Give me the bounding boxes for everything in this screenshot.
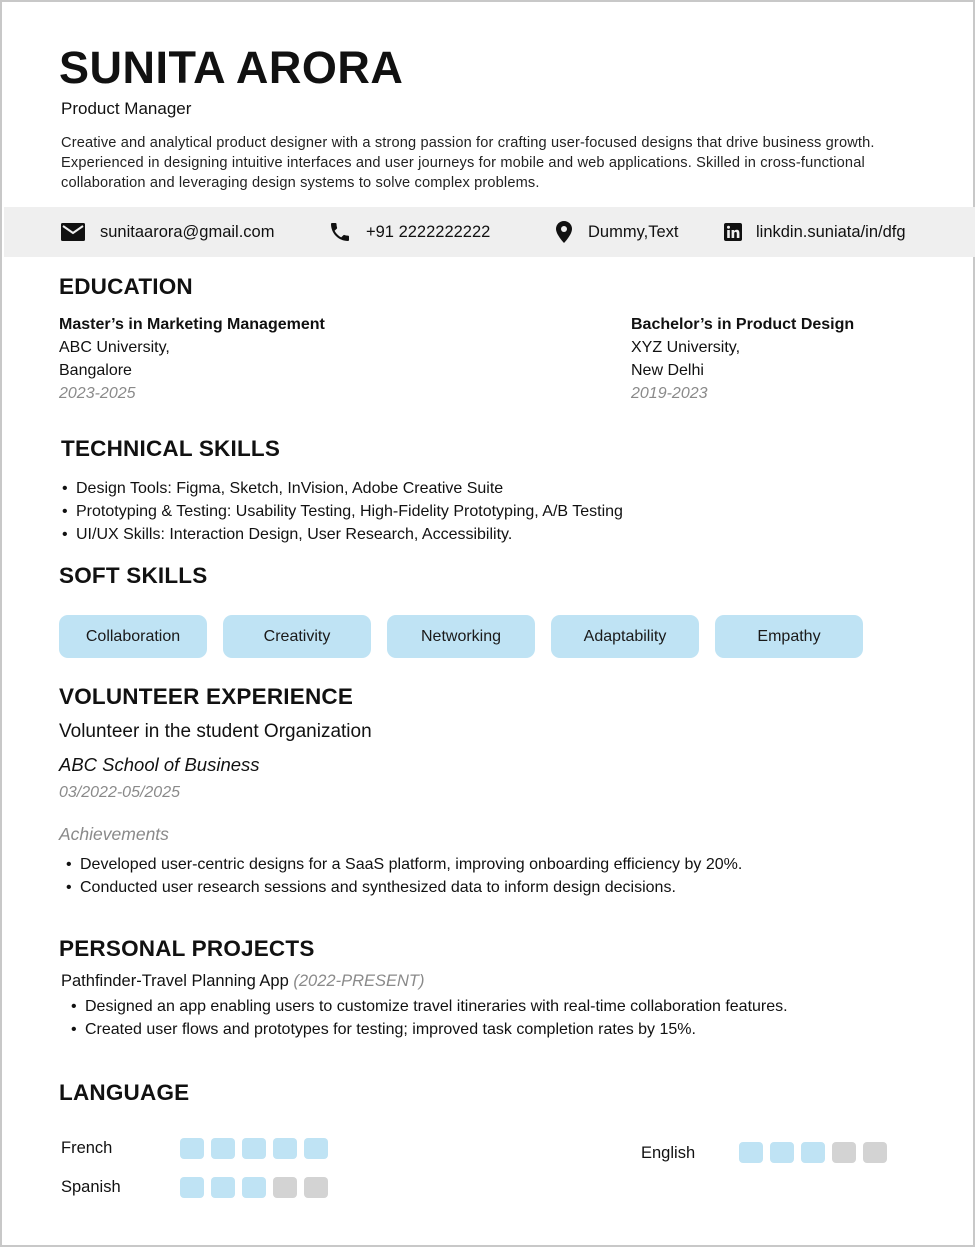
rating-square-filled [242,1138,266,1159]
rating-square-filled [304,1138,328,1159]
candidate-name: SUNITA ARORA [59,42,404,93]
rating-square-filled [739,1142,763,1163]
phone-icon [328,220,352,244]
contact-phone[interactable] [328,207,490,257]
project-title [61,972,425,991]
education-item [631,313,951,405]
contact-email[interactable] [60,207,274,257]
profile-summary: Creative and analytical product designer with a strong passion for crafting user-focused designs that drive business growth. Experienced in designing intuitive interfaces and user journeys for mobile and web applications. Skilled in cross-functional collaboration and leveraging design systems to solve complex problems. [61,135,875,191]
volunteer-heading: VOLUNTEER EXPERIENCE [59,684,354,709]
projects-heading: PERSONAL PROJECTS [59,936,315,961]
school-city: New Delhi [631,362,704,379]
linkedin-text: linkdin.suniata/in/dfg [756,222,906,241]
soft-skills-chips [59,615,879,658]
location-pin-icon [554,220,574,244]
language-name: English [641,1144,696,1162]
linkedin-icon [724,223,742,241]
achievements-list [64,853,944,899]
volunteer-organization: ABC School of Business [59,754,260,775]
education-years: 2023-2025 [59,385,136,402]
rating-square-filled [180,1177,204,1198]
candidate-role: Product Manager [61,99,192,118]
rating-square-filled [180,1138,204,1159]
email-text: sunitaarora@gmail.com [100,222,275,241]
language-rating [180,1138,335,1159]
language-name: French [61,1139,113,1157]
technical-skills-heading: TECHNICAL SKILLS [61,436,281,461]
list-item: • Designed an app enabling users to customize travel itineraries with real-time collaboration features. [69,995,829,1018]
language-heading: LANGUAGE [59,1080,190,1105]
project-bullets [69,995,829,1041]
list-item: • Created user flows and prototypes for testing; improved task completion rates by 15%. [69,1018,829,1041]
list-item: • Conducted user research sessions and synthesized data to inform design decisions. [64,876,944,899]
skill-chip: Empathy [715,615,863,658]
education-heading: EDUCATION [59,274,193,299]
language-rating [180,1177,335,1198]
volunteer-role: Volunteer in the student Organization [59,721,372,742]
list-item: • Design Tools: Figma, Sketch, InVision, Adobe Creative Suite [60,477,940,500]
rating-square-filled [273,1138,297,1159]
skill-chip: Adaptability [551,615,699,658]
rating-square-empty [273,1177,297,1198]
list-item: • Developed user-centric designs for a SaaS platform, improving onboarding efficiency by 20%. [64,853,944,876]
language-rating [739,1142,894,1163]
contact-bar [4,207,975,257]
school-name: ABC University, [59,339,170,356]
rating-square-filled [211,1177,235,1198]
project-years: (2022-PRESENT) [293,972,425,990]
contact-location [554,207,678,257]
list-item: • Prototyping & Testing: Usability Testing, High-Fidelity Prototyping, A/B Testing [60,500,940,523]
rating-square-empty [304,1177,328,1198]
school-name: XYZ University, [631,339,741,356]
technical-skills-list [60,477,940,546]
rating-square-filled [801,1142,825,1163]
phone-text: +91 2222222222 [366,222,491,241]
mail-icon [60,222,86,242]
education-item [59,313,379,405]
skill-chip: Creativity [223,615,371,658]
degree-title: Bachelor’s in Product Design [631,316,855,333]
contact-linkedin[interactable] [724,207,906,257]
soft-skills-heading: SOFT SKILLS [59,563,208,588]
volunteer-dates: 03/2022-05/2025 [59,784,180,801]
rating-square-filled [211,1138,235,1159]
education-years: 2019-2023 [631,385,708,402]
skill-chip: Networking [387,615,535,658]
language-name: Spanish [61,1178,121,1196]
rating-square-empty [832,1142,856,1163]
school-city: Bangalore [59,362,132,379]
achievements-label: Achievements [59,824,169,844]
rating-square-filled [242,1177,266,1198]
project-name: Pathfinder-Travel Planning App [61,972,289,990]
rating-square-filled [770,1142,794,1163]
rating-square-empty [863,1142,887,1163]
location-text: Dummy,Text [588,222,679,241]
skill-chip: Collaboration [59,615,207,658]
degree-title: Master’s in Marketing Management [59,316,325,333]
list-item: • UI/UX Skills: Interaction Design, User Research, Accessibility. [60,523,940,546]
